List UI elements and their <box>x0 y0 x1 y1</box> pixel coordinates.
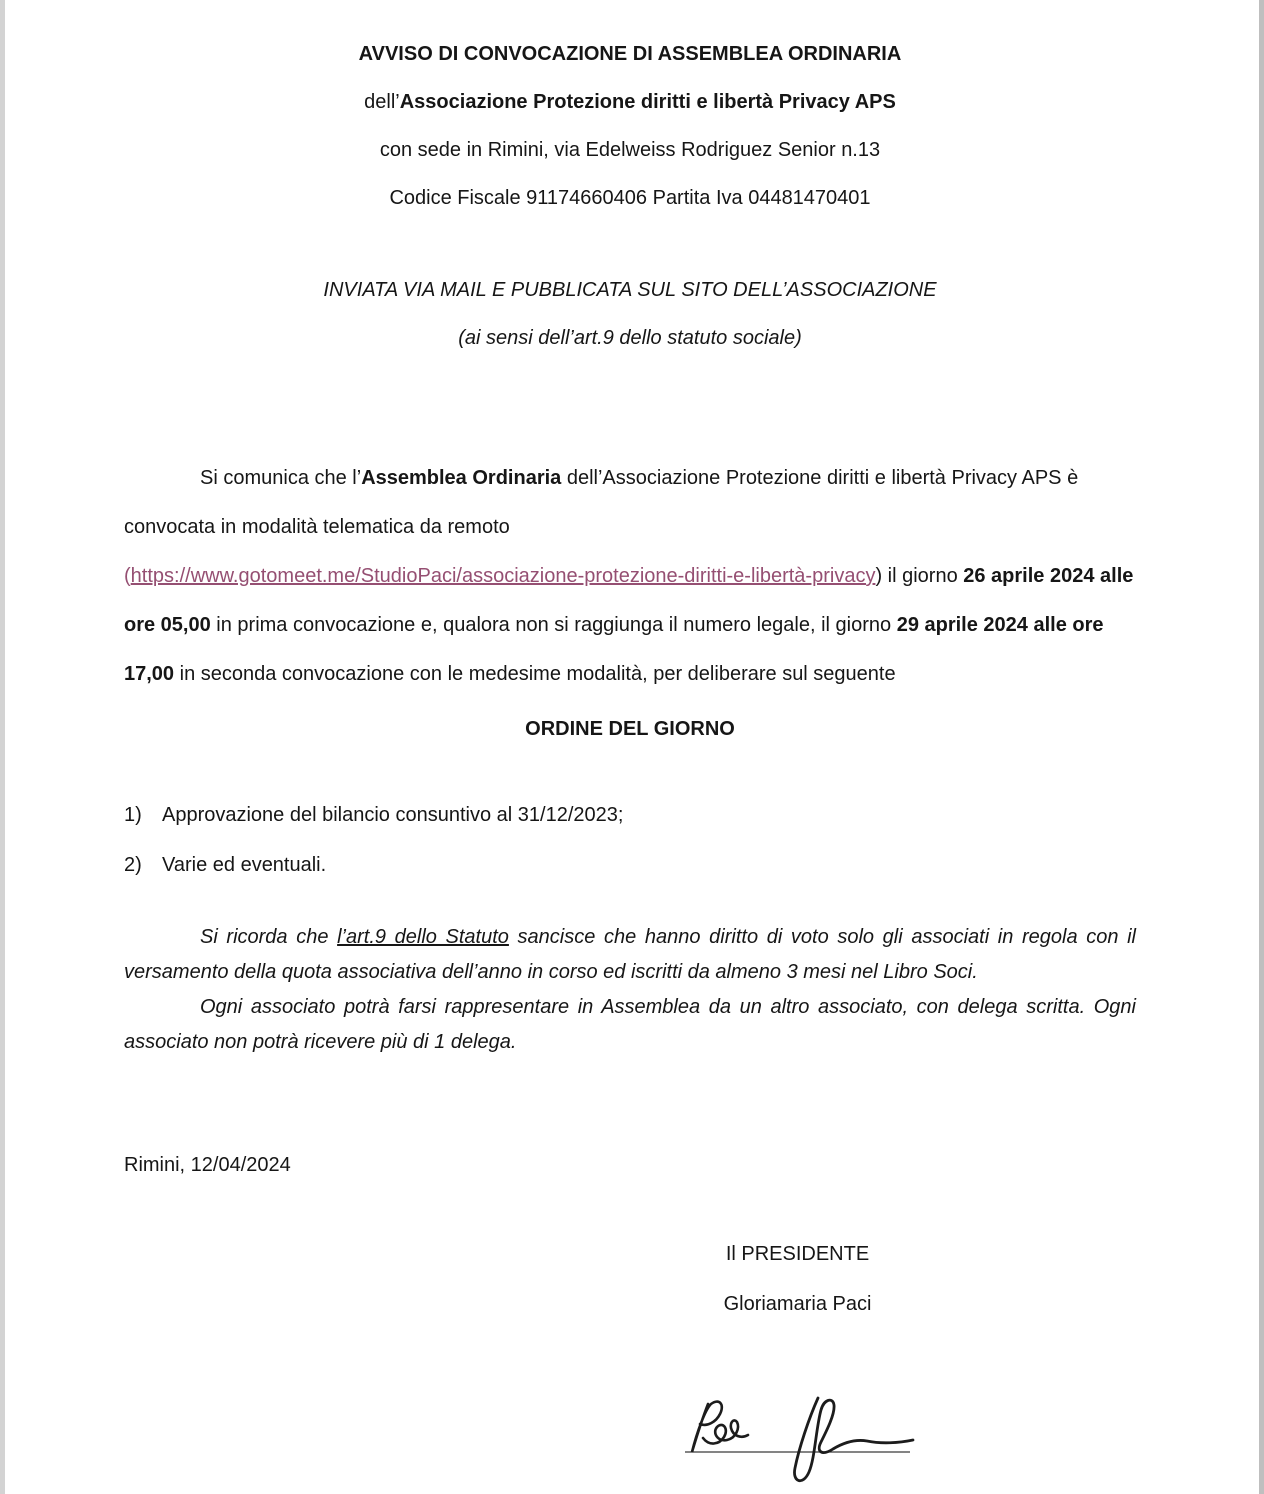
statute-reference: (ai sensi dell’art.9 dello statuto sociale) <box>458 327 802 349</box>
p1-seg4: ) il giorno <box>875 565 964 587</box>
second-call-datetime: 29 aprile 2024 alle ore 17,00 <box>124 614 1104 685</box>
signature-stroke-1 <box>692 1402 748 1452</box>
reminder-seg1: Si ricorda che <box>200 926 338 948</box>
p1-seg6: in prima convocazione e, qualora non si raggiunga il numero legale, il giorno <box>210 614 897 636</box>
first-call-datetime: 26 aprile 2024 alle ore 05,00 <box>124 565 1134 636</box>
association-name: Associazione Protezione diritti e libertà Privacy APS <box>399 91 896 113</box>
agenda-item-2-text: Varie ed eventuali. <box>162 854 327 876</box>
association-address: con sede in Rimini, via Edelweiss Rodriguez Senior n.13 <box>379 139 881 161</box>
p1-seg8: in seconda convocazione con le medesime modalità, per deliberare sul seguente <box>174 663 896 685</box>
agenda-item-2 <box>124 840 1136 890</box>
link-open-paren: ( <box>124 565 131 587</box>
agenda-item-2-number: 2) <box>124 854 142 876</box>
distribution-note: INVIATA VIA MAIL E PUBBLICATA SUL SITO DELL’ASSOCIAZIONE <box>323 279 937 301</box>
voting-rights-paragraph <box>124 920 1136 990</box>
p1-seg1: Si comunica che l’ <box>200 467 362 489</box>
p1-seg3: dell’Associazione Protezione diritti e libertà Privacy APS è convocata in modalità telematica da remoto <box>124 467 1079 538</box>
delegation-paragraph: Ogni associato potrà farsi rappresentare in Assemblea da un altro associato, con delega scritta. Ogni associato non potrà ricevere più di 1 delega. <box>124 996 1136 1053</box>
president-name: Gloriamaria Paci <box>723 1293 872 1315</box>
agenda-list <box>124 790 1136 890</box>
agenda-title: ORDINE DEL GIORNO <box>525 718 735 740</box>
agenda-item-1-text: Approvazione del bilancio consuntivo al 31/12/2023; <box>162 804 624 826</box>
agenda-item-1-number: 1) <box>124 804 142 826</box>
statute-article-underlined: l’art.9 dello Statuto <box>337 926 509 948</box>
signature-block <box>690 1229 905 1329</box>
signature-stroke-2 <box>794 1398 913 1481</box>
place-and-date: Rimini, 12/04/2024 <box>124 1154 291 1176</box>
agenda-item-1 <box>124 790 1136 840</box>
fiscal-codes: Codice Fiscale 91174660406 Partita Iva 04481470401 <box>389 187 871 209</box>
document-title: AVVISO DI CONVOCAZIONE DI ASSEMBLEA ORDINARIA <box>358 43 902 65</box>
reminder-seg2: sancisce che hanno diritto di voto solo gli associati in regola con il versamento della quota associativa dell’anno in corso ed iscritti da almeno 3 mesi nel Libro Soci. <box>124 926 1136 983</box>
document-content <box>124 0 1136 1329</box>
handwritten-signature <box>683 1392 923 1492</box>
president-label: Il PRESIDENTE <box>725 1243 870 1265</box>
convocation-paragraph <box>124 454 1136 699</box>
meeting-link[interactable]: https://www.gotomeet.me/StudioPaci/associazione-protezione-diritti-e-libertà-privacy <box>130 565 876 587</box>
subtitle-prefix: dell’ <box>364 91 400 113</box>
assembly-name-bold: Assemblea Ordinaria <box>361 467 562 489</box>
association-subtitle <box>124 78 1136 126</box>
